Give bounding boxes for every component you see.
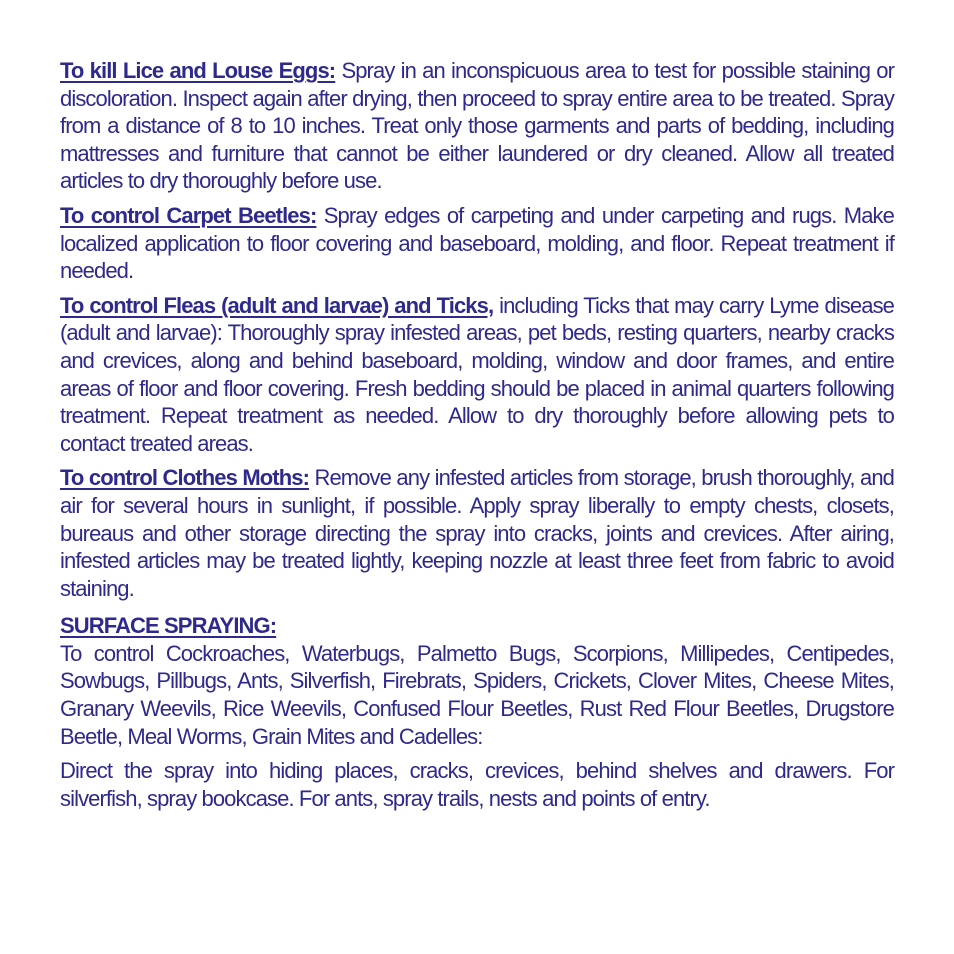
carpet-beetles-body: Spray edges of carpeting and under carpeting and rugs. Make localized application to floor covering and baseboard, molding, and floor. Repeat treatment if needed. <box>60 202 894 284</box>
lice-section <box>60 57 894 195</box>
clothes-moths-section <box>60 464 894 602</box>
carpet-beetles-section <box>60 202 894 285</box>
label-directions-panel <box>60 57 894 819</box>
fleas-ticks-heading: To control Fleas (adult and larvae) and Ticks, <box>60 292 494 318</box>
surface-directions: Direct the spray into hiding places, cracks, crevices, behind shelves and drawers. For silverfish, spray bookcase. For ants, spray trails, nests and points of entry. <box>60 758 894 811</box>
clothes-moths-heading: To control Clothes Moths: <box>60 465 310 491</box>
fleas-ticks-section <box>60 292 894 458</box>
fleas-ticks-body: including Ticks that may carry Lyme disease (adult and larvae): Thoroughly spray infested areas, pet beds, resting quarters, nearby cracks and crevices, along and behind baseboard, molding, window and door frames, and entire areas of floor and floor covering. Fresh bedding should be placed in animal quarters following treatment. Repeat treatment as needed. Allow to dry thoroughly before allowing pets to contact treated areas. <box>60 292 895 456</box>
surface-pests-list: To control Cockroaches, Waterbugs, Palmetto Bugs, Scorpions, Millipedes, Centipedes, Sowbugs, Pillbugs, Ants, Silverfish, Firebrats, Spiders, Crickets, Clover Mites, Cheese Mites, Granary Weevils, Rice Weevils, Confused Flour Beetles, Rust Red Flour Beetles, Drugstore Beetle, Meal Worms, Grain Mites and Cadelles: <box>60 640 894 749</box>
lice-heading: To kill Lice and Louse Eggs: <box>60 58 336 83</box>
surface-spraying-heading: SURFACE SPRAYING: <box>60 613 277 639</box>
clothes-moths-body: Remove any infested articles from storage, brush thoroughly, and air for several hours in sunlight, if possible. Apply spray liberally to empty chests, closets, bureaus and other storage directing the spray into cracks, joints and crevices. After airing, infested articles may be treated lightly, keeping nozzle at least three feet from fabric to avoid staining. <box>60 465 894 601</box>
lice-body: Spray in an inconspicuous area to test for possible staining or discoloration. Inspect again after drying, then proceed to spray entire area to be treated. Spray from a distance of 8 to 10 inches. Treat only those garments and parts of bedding, including mattresses and furniture that cannot be either laundered or dry cleaned. Allow all treated articles to dry thoroughly before use. <box>60 58 894 194</box>
carpet-beetles-heading: To control Carpet Beetles: <box>60 202 317 228</box>
